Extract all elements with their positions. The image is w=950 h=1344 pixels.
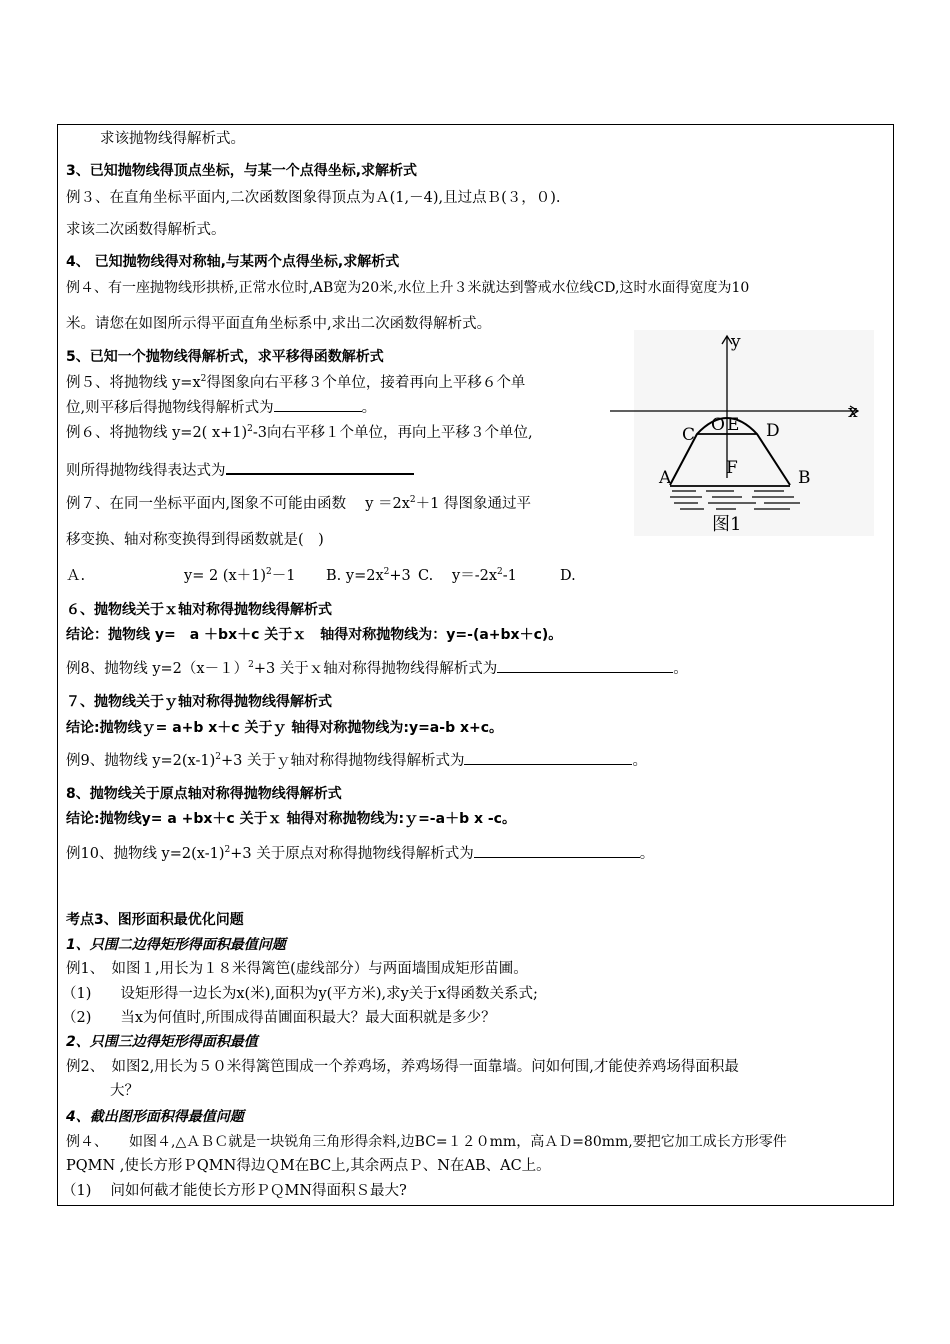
conclusion-line: 结论:抛物线y= a +bx＋c 关于ｘ 轴得对称抛物线为:ｙ=-a＋b x -c。	[66, 811, 516, 827]
text-span: +3 关于原点对称得抛物线得解析式为	[230, 846, 474, 862]
label-a: A	[659, 468, 672, 488]
text-line: PQMN ,使长方形ＰQMN得边ＱM在BC上,其余两点Ｐ、N在AB、AC上。	[66, 1158, 551, 1174]
figure-caption: 图1	[712, 514, 742, 535]
answer-blank[interactable]	[497, 660, 673, 673]
text-span: 例9、抛物线 y=2(x-1)	[66, 753, 216, 769]
text-line	[66, 374, 525, 392]
text-span: 位,则平移后得抛物线得解析式为	[66, 400, 274, 416]
text-line: 例４、 如图４,△ＡＢＣ就是一块锐角三角形得余料,边BC=１２０mm，高ＡＤ=80mm,要把它加工成长方形零件	[66, 1134, 787, 1150]
text-span: 。	[639, 846, 655, 862]
text-span: 例５、将抛物线 y=x	[66, 375, 201, 391]
text-span: -3向右平移１个单位，再向上平移３个单位,	[252, 425, 533, 441]
text-line: 移变换、轴对称变换得到得函数就是( )	[66, 532, 324, 548]
superscript: 2	[200, 374, 207, 385]
section-heading: 5、已知一个抛物线得解析式，求平移得函数解析式	[66, 349, 384, 365]
text-line: （1) 问如何截才能使长方形ＰＱMN得面积Ｓ最大?	[62, 1183, 407, 1199]
section-heading: 考点3、图形面积最优化问题	[66, 912, 244, 928]
text-line	[66, 399, 376, 417]
choice-a: y= 2 $(x+1)^2-1$	[184, 567, 296, 584]
text-span: 。	[632, 753, 647, 769]
label-y: y	[731, 332, 741, 352]
answer-blank[interactable]	[464, 752, 632, 765]
text-line	[66, 660, 688, 678]
conclusion-line: 结论:抛物线ｙ= a+b x＋c 关于ｙ 轴得对称抛物线为:y=a-b x+c。	[66, 720, 504, 736]
text-line	[66, 495, 531, 513]
text-line: （2) 当x为何值时,所围成得苗圃面积最大？最大面积就是多少？	[62, 1010, 496, 1026]
answer-blank[interactable]	[226, 461, 414, 475]
text-span: 例10、抛物线 y=2(x-1)	[66, 846, 225, 862]
label-b: B	[798, 468, 811, 488]
text-span: ＋1 得图象通过平	[415, 496, 531, 512]
label-x: x	[848, 402, 858, 422]
text-span: +3 关于ｘ轴对称得抛物线得解析式为	[253, 661, 498, 677]
subsection-heading: 1、只围二边得矩形得面积最值问题	[66, 937, 286, 953]
text-line: 例1、 如图１,用长为１８米得篱笆(虚线部分）与两面墙围成矩形苗圃。	[66, 961, 528, 977]
figure-background	[634, 330, 874, 536]
choice-line	[66, 567, 576, 585]
label-o: O	[711, 415, 725, 435]
text-line: 例４、有一座抛物线形拱桥,正常水位时,AB宽为20米,水位上升３米就达到警戒水位线CD,这时水面得宽度为10	[66, 280, 750, 296]
choice-c-label: C.	[418, 568, 434, 584]
text-span: 则所得抛物线得表达式为	[66, 463, 226, 479]
subsection-heading: 2、只围三边得矩形得面积最值	[66, 1034, 258, 1050]
text-line	[66, 845, 654, 863]
answer-blank[interactable]	[474, 845, 640, 858]
label-e: E	[727, 415, 740, 435]
section-heading: ７、抛物线关于ｙ轴对称得抛物线得解析式	[66, 694, 332, 710]
superscript: 2	[224, 845, 231, 856]
subsection-heading: 4、截出图形面积得最值问题	[66, 1109, 244, 1125]
label-d: D	[766, 421, 780, 441]
superscript: 2	[247, 424, 253, 435]
section-heading: ６、抛物线关于ｘ轴对称得抛物线得解析式	[66, 602, 332, 618]
text-line	[66, 461, 414, 480]
text-line: 米。请您在如图所示得平面直角坐标系中,求出二次函数得解析式。	[66, 316, 492, 332]
text-line	[66, 424, 533, 442]
label-f: F	[726, 458, 738, 478]
conclusion-line: 结论：抛物线 y= a ＋bx＋c 关于ｘ 轴得对称抛物线为：y=-(a+bx＋c)。	[66, 627, 563, 643]
text-line: 求该二次函数得解析式。	[66, 222, 226, 238]
answer-blank[interactable]	[274, 399, 362, 412]
section-heading: 4、 已知抛物线得对称轴,与某两个点得坐标,求解析式	[66, 254, 400, 270]
superscript: 2	[409, 495, 416, 506]
section-heading: 3、已知抛物线得顶点坐标，与某一个点得坐标,求解析式	[66, 163, 418, 179]
text-span: 例６、将抛物线 y=2( x+1)	[66, 425, 248, 441]
text-span: 例8、抛物线 y=2（x－１）	[66, 661, 249, 677]
text-span: 。	[361, 400, 377, 416]
label-c: C	[682, 425, 696, 445]
text-line: 大？	[110, 1083, 139, 1099]
text-line: 例３、在直角坐标平面内,二次函数图象得顶点为Ａ(1,－4),且过点Ｂ(３，０).	[66, 190, 561, 206]
choice-c: $y=-2x^2-1$	[452, 567, 517, 584]
superscript: 2	[215, 752, 221, 763]
text-line	[66, 752, 647, 770]
choice-d-label: D.	[560, 568, 576, 584]
text-span: 例７、在同一坐标平面内,图象不可能由函数 y ＝2x	[66, 496, 410, 512]
text-span: 。	[673, 661, 688, 677]
text-line: （1) 设矩形得一边长为x(米),面积为y(平方米),求y关于x得函数关系式;	[62, 986, 538, 1002]
text-line: 求该抛物线得解析式。	[100, 131, 245, 147]
text-span: +3 关于ｙ轴对称得抛物线得解析式为	[221, 753, 465, 769]
text-line: 例2、 如图2,用长为５０米得篱笆围成一个养鸡场，养鸡场得一面靠墙。问如何围,才能使养鸡场得面积最	[66, 1059, 739, 1075]
superscript: 2	[248, 660, 254, 671]
text-span: 得图象向右平移３个单位，接着再向上平移６个单	[206, 375, 526, 391]
section-heading: 8、抛物线关于原点轴对称得抛物线得解析式	[66, 786, 342, 802]
bridge-figure	[604, 330, 876, 536]
choice-a-label: Ａ.	[66, 568, 86, 584]
choice-b: B. $y=2x^2+3$	[326, 567, 411, 584]
